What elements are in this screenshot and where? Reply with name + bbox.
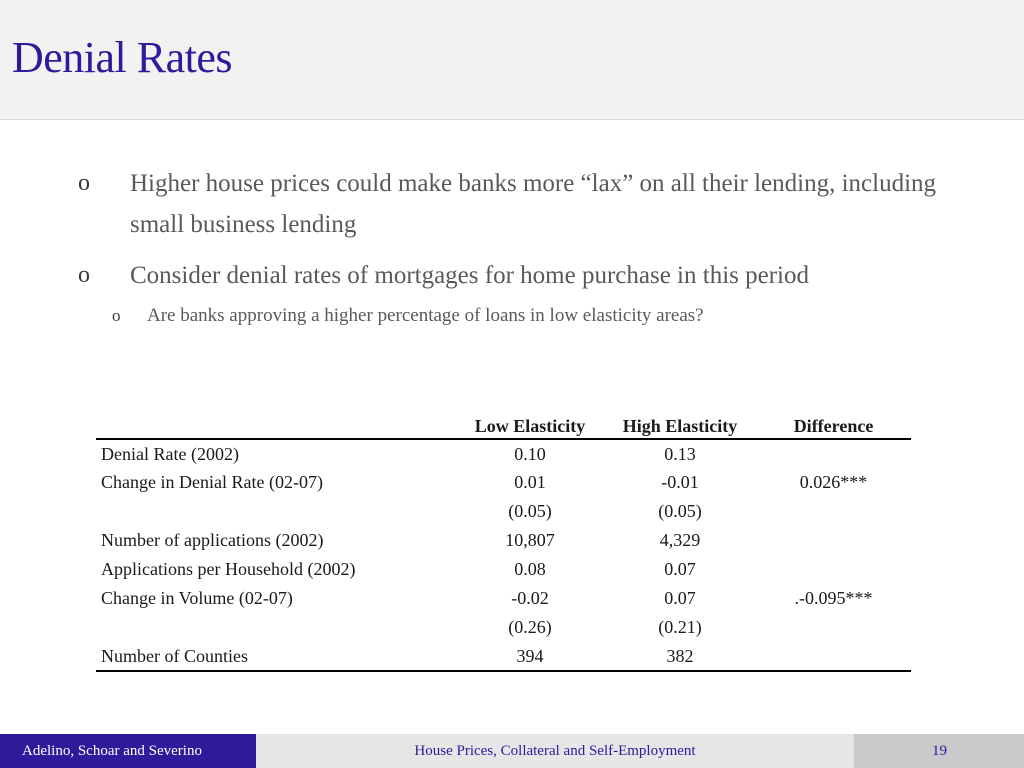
sub-bullet-item [112,301,948,331]
table-cell: (0.26) [508,617,552,637]
table-cell: 0.13 [664,443,696,464]
table-row-label [96,497,456,526]
table-cell: 4,329 [659,530,701,550]
footer-bar [0,734,1024,768]
sub-bullet-text: Are banks approving a higher percentage of loans in low elasticity areas? [147,305,704,326]
table-cell [756,526,911,555]
table-cell: (0.05) [658,501,702,521]
table-row [96,613,911,642]
table-row [96,584,911,613]
table-cell [756,555,911,584]
table-row-label: Applications per Household (2002) [101,559,356,579]
table-row [96,497,911,526]
table-cell: .-0.095*** [794,588,873,608]
table-header-cell: High Elasticity [604,411,756,439]
table-row-label: Change in Volume (02-07) [101,588,293,608]
table-header-cell [96,411,456,439]
table-cell [756,439,911,468]
table-row [96,555,911,584]
table-row-label: Change in Denial Rate (02-07) [101,472,323,492]
table-header-cell: Difference [756,411,911,439]
table-header-row [96,411,911,439]
sub-bullet-marker-icon: o [112,306,121,325]
table-row [96,439,911,468]
footer-authors: Adelino, Schoar and Severino [0,734,256,768]
results-table [96,411,911,672]
table-cell: 394 [456,642,604,671]
table-row-label: Number of Counties [96,642,456,671]
bullet-text: Consider denial rates of mortgages for home purchase in this period [130,262,809,289]
bullet-marker-icon: o [78,262,90,288]
table-row-label: Denial Rate (2002) [101,443,239,464]
table-cell: -0.02 [511,588,549,608]
table-cell [756,642,911,671]
table-cell [756,497,911,526]
bullet-list [78,163,948,331]
table-cell: 382 [604,642,756,671]
table-cell: 0.07 [664,588,696,608]
table-row-label [96,613,456,642]
footer-paper-title: House Prices, Collateral and Self-Employment [256,734,854,768]
table-cell: (0.05) [508,501,552,521]
bullet-marker-icon: o [78,170,90,196]
table-row [96,642,911,671]
slide-title: Denial Rates [12,33,233,82]
table-cell: 0.08 [514,559,546,579]
title-bar [0,0,1024,120]
bullet-item [78,163,948,245]
table-row-label: Number of applications (2002) [101,530,324,550]
table-body [96,439,911,671]
bullet-item [78,255,948,296]
table-cell: 0.01 [514,472,546,492]
table-row [96,526,911,555]
table-row [96,468,911,497]
table-cell: 0.10 [514,443,546,464]
table-cell: (0.21) [658,617,702,637]
table-cell: 10,807 [505,530,555,550]
table-cell: 0.07 [664,559,696,579]
table-cell: -0.01 [661,472,699,492]
table-header-cell: Low Elasticity [456,411,604,439]
bullet-text: Higher house prices could make banks more “lax” on all their lending, including small business lending [130,170,937,238]
table-cell [756,613,911,642]
table-cell: 0.026*** [799,472,868,492]
footer-page-number: 19 [854,734,1024,768]
